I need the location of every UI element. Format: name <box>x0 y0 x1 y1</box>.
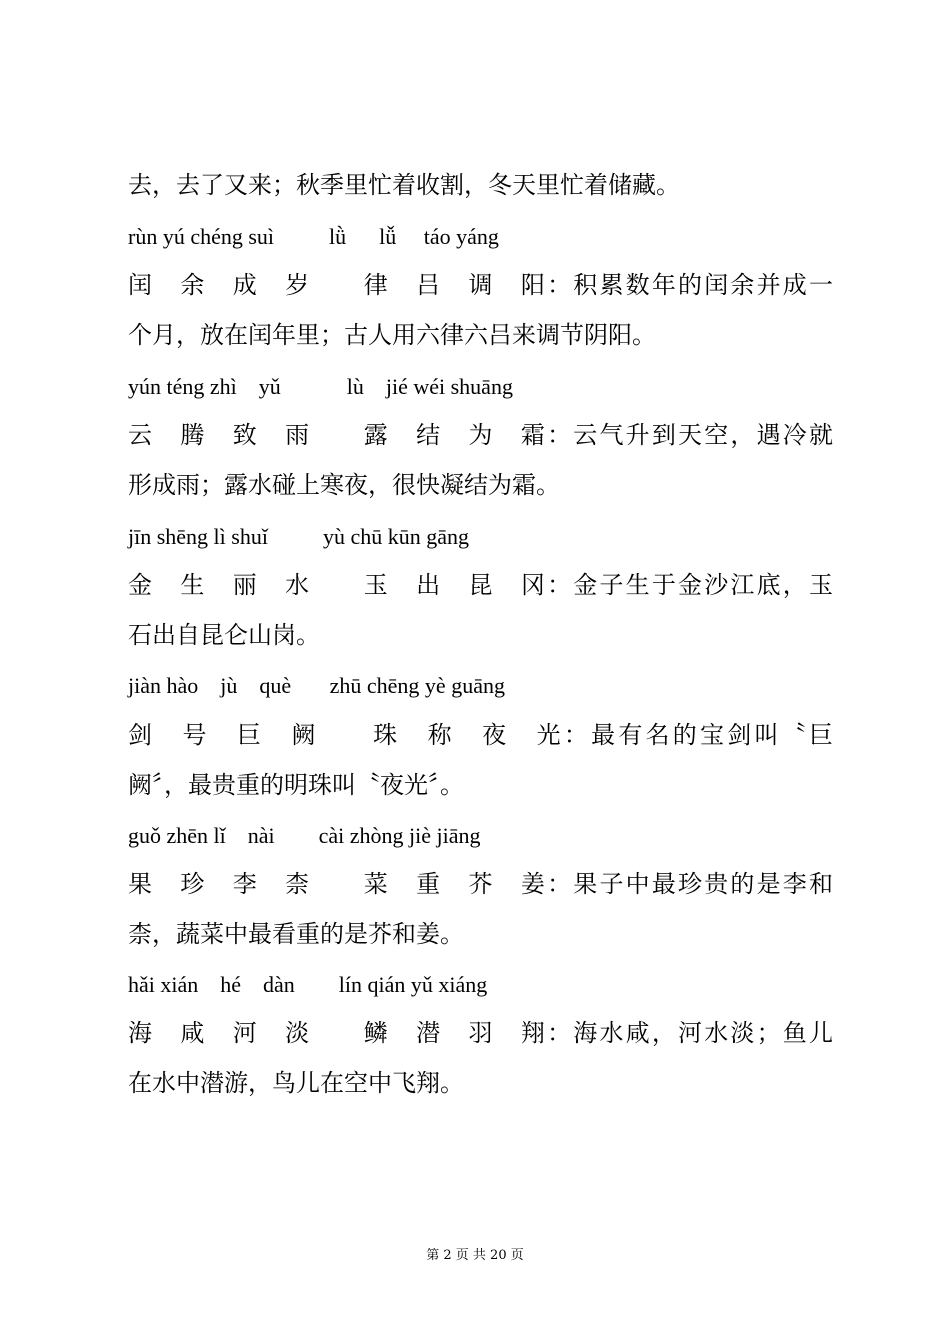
text-line: 金 生 丽 水 玉 出 昆 冈：金子生于金沙江底，玉 <box>128 571 833 599</box>
text-line: 在水中潜游，鸟儿在空中飞翔。 <box>128 1069 464 1097</box>
pinyin-line: rùn yú chéng suì lǜ lǚ táo yáng <box>128 224 499 249</box>
pinyin-line: jiàn hào jù què zhū chēng yè guāng <box>128 673 505 698</box>
text-line: 剑 号 巨 阙 珠 称 夜 光：最有名的宝剑叫〝巨 <box>128 721 833 749</box>
text-line: 石出自昆仑山岗。 <box>128 621 320 649</box>
text-line: 阙〞，最贵重的明珠叫〝夜光〞。 <box>128 771 464 799</box>
pinyin-line: hǎi xián hé dàn lín qián yǔ xiáng <box>128 972 488 997</box>
pinyin-line: yún téng zhì yǔ lù jié wéi shuāng <box>128 374 513 399</box>
text-line: 果 珍 李 柰 菜 重 芥 姜：果子中最珍贵的是李和 <box>128 870 833 898</box>
text-line: 柰，蔬菜中最看重的是芥和姜。 <box>128 920 464 948</box>
text-line: 海 咸 河 淡 鳞 潜 羽 翔：海水咸，河水淡；鱼儿 <box>128 1019 833 1047</box>
text-line: 云 腾 致 雨 露 结 为 霜：云气升到天空，遇冷就 <box>128 421 833 449</box>
page-number-footer: 第 2 页 共 20 页 <box>426 1248 524 1263</box>
text-line: 去，去了又来；秋季里忙着收割，冬天里忙着储藏。 <box>128 171 680 199</box>
text-line: 个月，放在闰年里；古人用六律六吕来调节阴阳。 <box>128 321 656 349</box>
pinyin-line: jīn shēng lì shuǐ yù chū kūn gāng <box>128 524 469 549</box>
pinyin-line: guǒ zhēn lǐ nài cài zhòng jiè jiāng <box>128 823 481 848</box>
text-line: 形成雨；露水碰上寒夜，很快凝结为霜。 <box>128 471 560 499</box>
text-line: 闰 余 成 岁 律 吕 调 阳：积累数年的闰余并成一 <box>128 271 833 299</box>
